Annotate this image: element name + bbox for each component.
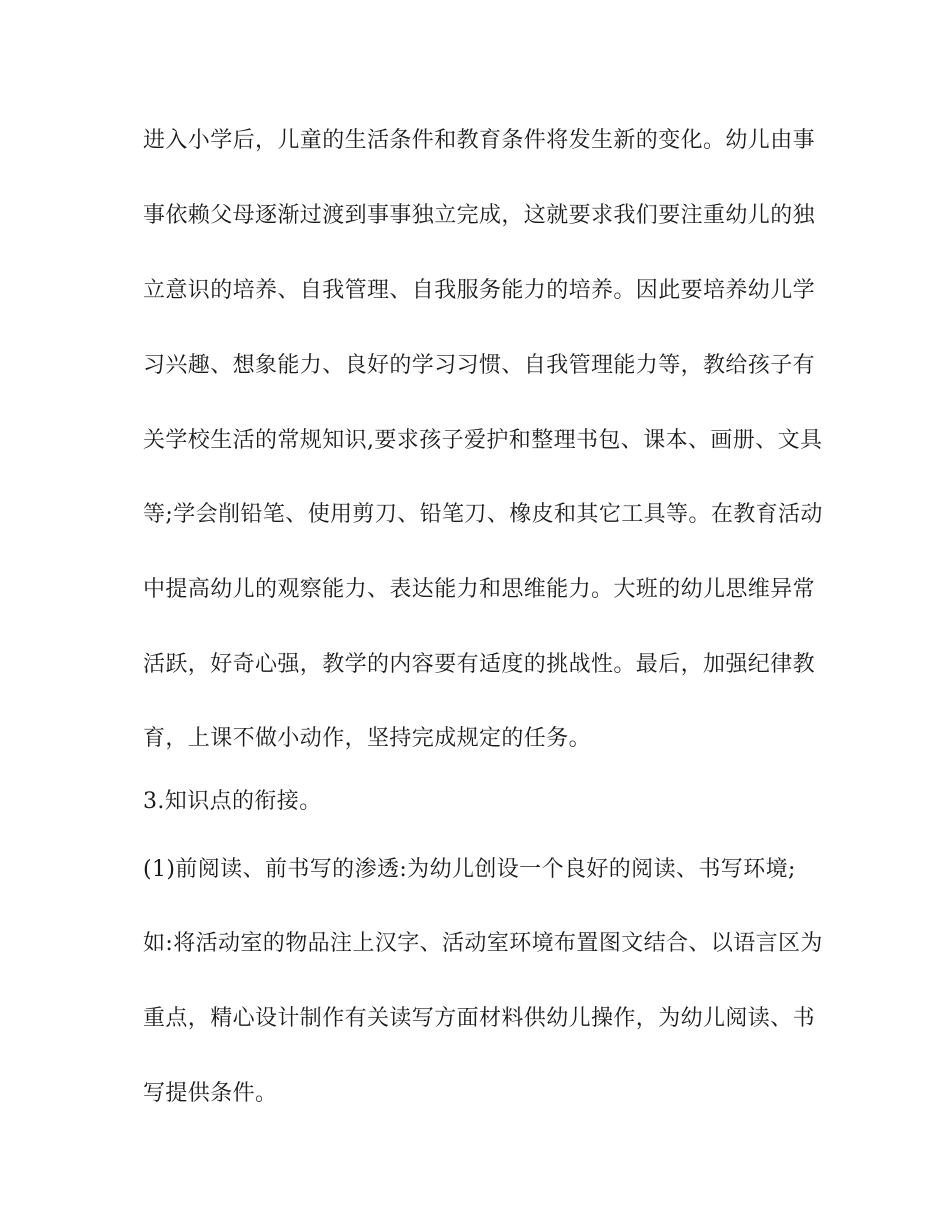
- text-line: 育，上课不做小动作，坚持完成规定的任务。: [143, 726, 592, 751]
- text-line: 等;学会削铅笔、使用剪刀、铅笔刀、橡皮和其它工具等。在教育活动: [143, 502, 823, 527]
- text-line: 写提供条件。: [143, 1081, 278, 1106]
- section-heading: 3.知识点的衔接。: [143, 789, 322, 814]
- text-line: 中提高幼儿的观察能力、表达能力和思维能力。大班的幼儿思维异常: [143, 577, 816, 602]
- text-line: 习兴趣、想象能力、良好的学习习惯、自我管理能力等，教给孩子有: [143, 353, 816, 378]
- text-line: 事依赖父母逐渐过渡到事事独立完成，这就要求我们要注重幼儿的独: [143, 203, 816, 228]
- text-line: 重点，精心设计制作有关读写方面材料供幼儿操作，为幼儿阅读、书: [143, 1006, 816, 1031]
- text-line: 如:将活动室的物品注上汉字、活动室环境布置图文结合、以语言区为: [143, 931, 823, 956]
- text-line: 关学校生活的常规知识,要求孩子爱护和整理书包、课本、画册、文具: [143, 428, 823, 453]
- text-line: 进入小学后，儿童的生活条件和教育条件将发生新的变化。幼儿由事: [143, 128, 816, 153]
- text-line: 活跃，好奇心强，教学的内容要有适度的挑战性。最后，加强纪律教: [143, 652, 816, 677]
- text-line: 立意识的培养、自我管理、自我服务能力的培养。因此要培养幼儿学: [143, 278, 816, 303]
- text-line: (1)前阅读、前书写的渗透:为幼儿创设一个良好的阅读、书写环境;: [143, 857, 796, 882]
